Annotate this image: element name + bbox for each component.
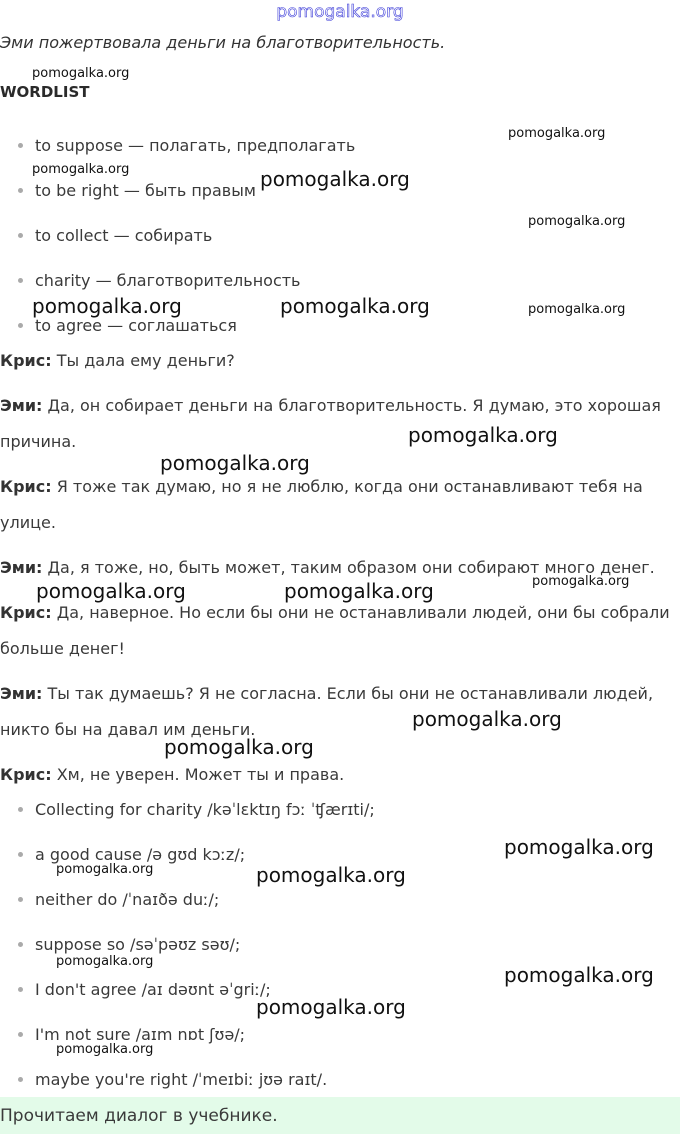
bullet-icon <box>18 233 23 238</box>
bullet-icon <box>18 942 23 947</box>
watermark: pomogalka.org <box>284 579 434 603</box>
watermark: pomogalka.org <box>528 214 626 229</box>
watermark: pomogalka.org <box>32 162 130 177</box>
dialogue-text: Хм, не уверен. Может ты и права. <box>56 765 345 784</box>
phrase-item <box>18 800 375 819</box>
watermark: pomogalka.org <box>256 863 406 887</box>
footer-text: Прочитаем диалог в учебнике. <box>0 1106 278 1126</box>
bullet-icon <box>18 1032 23 1037</box>
phrase-text: a good cause /ə gʊd kɔːz/; <box>35 845 246 864</box>
wordlist-heading: WORDLIST <box>0 83 90 101</box>
watermark: pomogalka.org <box>164 735 314 759</box>
dialogue-continuation: никто бы на давал им деньги. <box>0 720 256 739</box>
dialogue-continuation: больше денег! <box>0 639 125 658</box>
wordlist-item <box>18 136 355 155</box>
dialogue-text: Да, он собирает деньги на благотворительность. Я думаю, это хорошая <box>47 396 661 415</box>
speaker-name: Крис: <box>0 351 52 370</box>
watermark: pomogalka.org <box>56 954 154 969</box>
bullet-icon <box>18 278 23 283</box>
dialogue-line <box>0 603 670 622</box>
phrase-text: neither do /ˈnaɪðə duː/; <box>35 890 220 909</box>
dialogue-text: Я тоже так думаю, но я не люблю, когда они останавливают тебя на <box>56 477 643 496</box>
speaker-name: Крис: <box>0 603 52 622</box>
bullet-icon <box>18 1077 23 1082</box>
watermark: pomogalka.org <box>408 423 558 447</box>
dialogue-continuation: причина. <box>0 432 77 451</box>
phrase-item <box>18 890 219 909</box>
speaker-name: Эми: <box>0 558 43 577</box>
wordlist-item-text: to suppose — полагать, предполагать <box>35 136 356 155</box>
dialogue-text: Ты дала ему деньги? <box>56 351 235 370</box>
watermark: pomogalka.org <box>56 862 154 877</box>
phrase-item <box>18 980 271 999</box>
phrase-text: Collecting for charity /kəˈlɛktɪŋ fɔː ˈʧærɪti/; <box>35 800 375 819</box>
dialogue-line <box>0 477 643 496</box>
watermark: pomogalka.org <box>504 963 654 987</box>
bullet-icon <box>18 987 23 992</box>
wordlist-item <box>18 226 212 245</box>
watermark: pomogalka.org <box>508 126 606 141</box>
wordlist-item <box>18 271 300 290</box>
watermark: pomogalka.org <box>36 579 186 603</box>
footer-banner <box>0 1097 680 1134</box>
dialogue-text: Да, наверное. Но если бы они не останавливали людей, они бы собрали <box>56 603 670 622</box>
watermark: pomogalka.org <box>528 302 626 317</box>
wordlist-item-text: to be right — быть правым <box>35 181 256 200</box>
dialogue-line <box>0 765 344 784</box>
watermark: pomogalka.org <box>32 294 182 318</box>
phrase-text: I don't agree /aɪ dəʊnt əˈgriː/; <box>35 980 271 999</box>
bullet-icon <box>18 807 23 812</box>
bullet-icon <box>18 188 23 193</box>
watermark: pomogalka.org <box>504 835 654 859</box>
bullet-icon <box>18 323 23 328</box>
dialogue-line <box>0 684 653 703</box>
phrase-item <box>18 935 240 954</box>
top-watermark: pomogalka.org <box>276 2 404 22</box>
watermark: pomogalka.org <box>412 707 562 731</box>
watermark: pomogalka.org <box>160 451 310 475</box>
dialogue-text: Да, я тоже, но, быть может, таким образом они собирают много денег. <box>47 558 655 577</box>
phrase-text: suppose so /səˈpəʊz səʊ/; <box>35 935 241 954</box>
watermark: pomogalka.org <box>56 1042 154 1057</box>
wordlist-item <box>18 316 237 335</box>
speaker-name: Эми: <box>0 684 43 703</box>
wordlist-item-text: charity — благотворительность <box>35 271 301 290</box>
phrase-text: I'm not sure /aɪm nɒt ʃʊə/; <box>35 1025 246 1044</box>
bullet-icon <box>18 143 23 148</box>
phrase-item <box>18 1070 327 1089</box>
watermark: pomogalka.org <box>280 294 430 318</box>
speaker-name: Крис: <box>0 765 52 784</box>
dialogue-text: Ты так думаешь? Я не согласна. Если бы они не останавливали людей, <box>47 684 654 703</box>
speaker-name: Крис: <box>0 477 52 496</box>
watermark: pomogalka.org <box>256 995 406 1019</box>
dialogue-line <box>0 351 235 370</box>
wordlist-item-text: to collect — собирать <box>35 226 213 245</box>
wordlist-item <box>18 181 256 200</box>
intro-text: Эми пожертвовала деньги на благотворительность. <box>0 33 446 52</box>
wordlist-item-text: to agree — соглашаться <box>35 316 237 335</box>
phrase-text: maybe you're right /ˈmeɪbiː jʊə raɪt/. <box>35 1070 328 1089</box>
watermark: pomogalka.org <box>260 167 410 191</box>
watermark: pomogalka.org <box>32 66 130 81</box>
dialogue-line <box>0 396 661 415</box>
bullet-icon <box>18 852 23 857</box>
dialogue-continuation: улице. <box>0 513 56 532</box>
watermark: pomogalka.org <box>532 574 630 589</box>
bullet-icon <box>18 897 23 902</box>
speaker-name: Эми: <box>0 396 43 415</box>
